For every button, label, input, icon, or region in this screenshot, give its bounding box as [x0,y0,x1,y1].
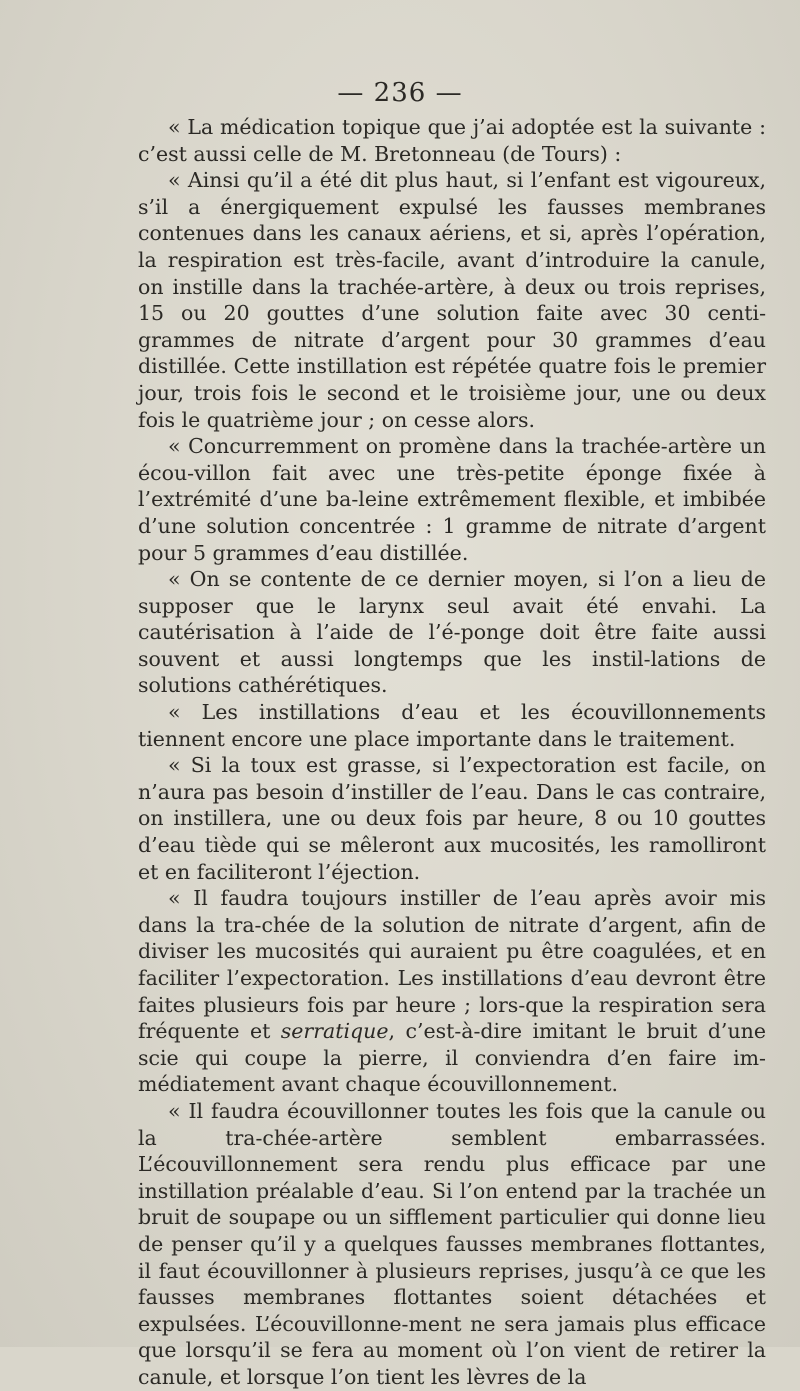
paragraph-ecouvillon: « Concurremment on promène dans la trachée-artère un écou-villon fait avec une très-petite éponge fixée à l’extrémité d’une ba-leine extrêmement flexible, et imbibée d’une solution concentrée : 1 gramme de nitrate d’argent pour 5 grammes d’eau distillée. [138,434,766,565]
paragraph-ecouvillonner: « Il faudra écouvillonner toutes les fois que la canule ou la tra-chée-artère semblent embarrassées. L’écouvillonnement sera rendu plus efficace par une instillation préalable d’eau. Si l’on entend par la trachée un bruit de soupape ou un sifflement particulier qui donne lieu de penser qu’il y a quelques fausses membranes flottantes, il faut écouvillonner à plusieurs reprises, jusqu’à ce que les fausses membranes flottantes soient détachées et expulsées. L’écouvillonne-ment ne sera jamais plus efficace que lorsqu’il se fera au moment où l’on vient de retirer la canule, et lorsque l’on tient les lèvres de la [138,1098,766,1389]
paragraph-toux: « Si la toux est grasse, si l’expectoration est facile, on n’aura pas besoin d’instiller de l’eau. Dans le cas contraire, on instillera, une ou deux fois par heure, 8 ou 10 gouttes d’eau tiède qui se mêleront aux mucosités, les ramolliront et en faciliteront l’éjection. [138,753,766,884]
body-text [138,114,766,1391]
page-number: — 236 — [337,78,463,108]
paragraph-instiller-eau-after: , c’est-à-dire imitant le bruit d’une scie qui coupe la pierre, il conviendra d’en faire im-médiatement avant chaque écouvillonnement. [138,1019,766,1097]
paragraph-instiller-eau-before: « Il faudra toujours instiller de l’eau après avoir mis dans la tra-chée de la solution de nitrate d’argent, afin de diviser les mucosités qui auraient pu être coagulées, et en faciliter l’expectoration. Les instillations d’eau devront être faites plusieurs fois par heure ; lors-que la respiration sera fréquente et [138,886,766,1044]
paragraph-larynx: « On se contente de ce dernier moyen, si l’on a lieu de supposer que le larynx seul avait été envahi. La cautérisation à l’aide de l’é-ponge doit être faite aussi souvent et aussi longtemps que les instil-lations de solutions cathérétiques. [138,567,766,698]
emphasis-serratique: serratique [280,1019,389,1044]
paragraph-instillations-eau: « Les instillations d’eau et les écouvillonnements tiennent encore une place importante dans le traitement. [138,700,766,751]
paragraph-instillation-nitrate: « Ainsi qu’il a été dit plus haut, si l’enfant est vigoureux, s’il a énergiquement expulsé les fausses membranes contenues dans les canaux aériens, et si, après l’opération, la respiration est très-facile, avant d’introduire la canule, on instille dans la trachée-artère, à deux ou trois reprises, 15 ou 20 gouttes d’une solution faite avec 30 centi-grammes de nitrate d’argent pour 30 grammes d’eau distillée. Cette instillation est répétée quatre fois le premier jour, trois fois le second et le troisième jour, une ou deux fois le quatrième jour ; on cesse alors. [138,168,766,432]
paragraph-instiller-eau [138,885,766,1098]
paragraph-intro: « La médication topique que j’ai adoptée est la suivante : c’est aussi celle de M. Bretonneau (de Tours) : [138,115,766,166]
